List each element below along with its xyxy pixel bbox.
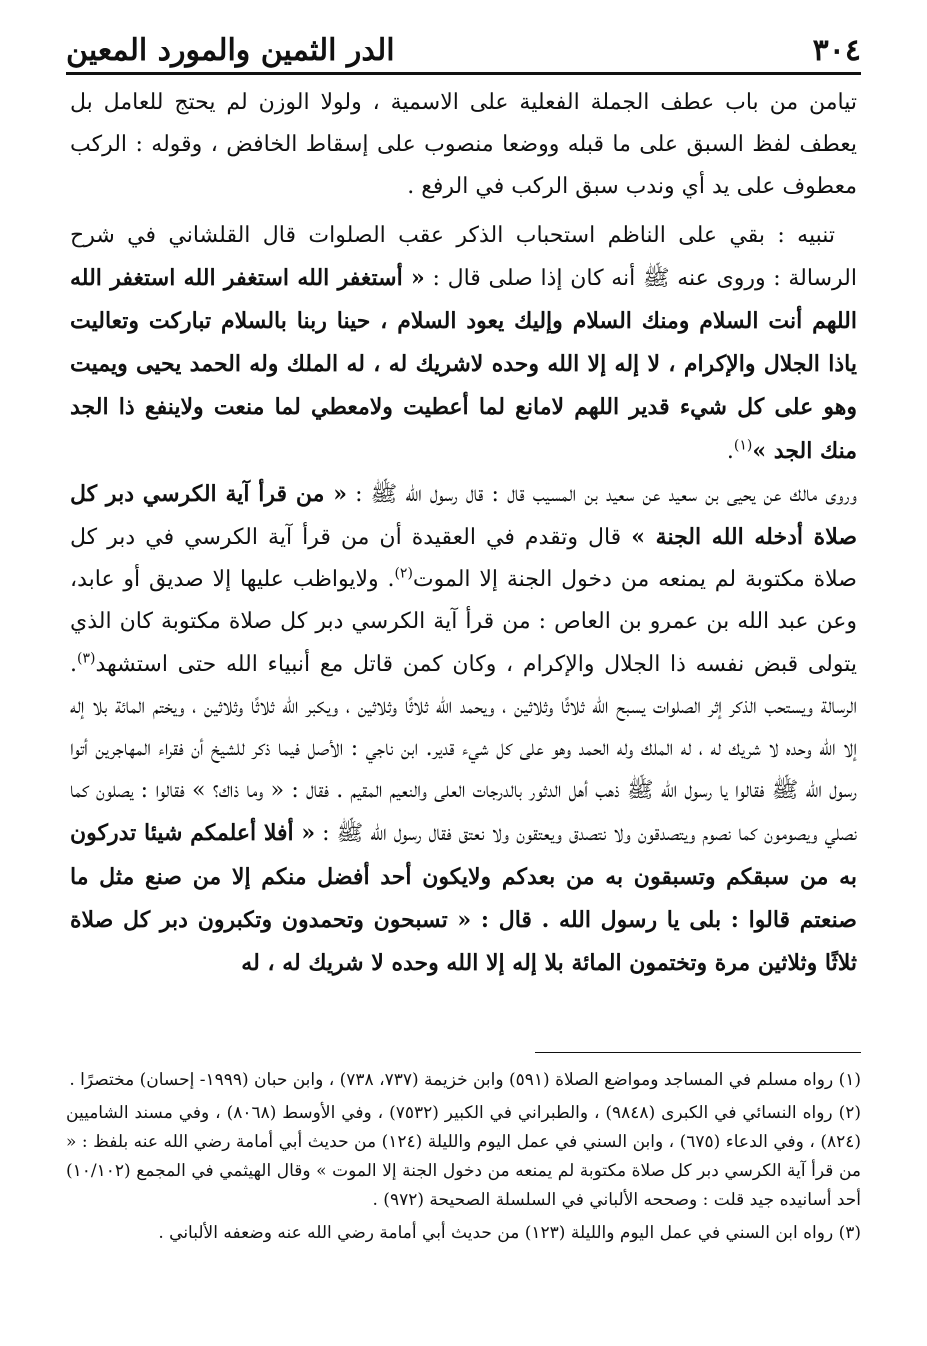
paragraph-text: تنبيه : بقي على الناظم استحباب الذكر عقب الصلوات قال القلشاني في شرح الرسالة : وروى عنه ﷺ أنه كان إذا صلى قال :: [70, 222, 857, 291]
footnote-number: (١): [838, 1070, 861, 1090]
footnote-text: رواه النسائي في الكبرى (٩٨٤٨) ، والطبراني في الكبير (٧٥٣٢) ، وفي الأوسط (٨٠٦٨) ، وفي مسند الشاميين (٨٢٤) ، وفي الدعاء (٦٧٥) ، وابن السني في عمل اليوم والليلة (١٢٤) من حديث أبي أمامة رضي الله عنه بلفظ : « من قرأ آية الكرسي دبر كل صلاة مكتوبة لم يمنعه من دخول الجنة إلا الموت » وقال الهيثمي في المجمع (١٠/١٠٢) أحد أسانيده جيد قلت : وصححه الألباني في السلسلة الصحيحة (٩٧٢) .: [66, 1103, 862, 1210]
main-text: [70, 82, 857, 985]
hadith-quote: « أستغفر الله استغفر الله استغفر الله اللهم أنت السلام ومنك السلام وإليك يعود السلام ، حينا ربنا بالسلام تباركت وتعاليت ياذا الجلال والإكرام ، لا إله إلا الله وحده لاشريك له ، له الملك وله الحمد يحيى ويميت وهو على كل شيء قدير اللهم لامانع لما أعطيت ولامعطي لما منعت ولاينفع ذا الجد منك الجد »: [70, 264, 857, 464]
footnote-2: [66, 1099, 861, 1215]
paragraph: [70, 215, 857, 473]
paragraph-text: . ولايواظب عليها إلا صديق أو عابد، وعن عبد الله بن عمرو بن العاص : من قرأ آية الكرسي دبر كل صلاة مكتوبة كان الذي يتولى قبض نفسه ذا الجلال والإكرام ، وكان كمن قاتل مع أنبياء الله حتى استشهد: [70, 567, 857, 677]
page-number: ٣٠٤: [812, 32, 861, 68]
footnote-number: (٣): [838, 1223, 861, 1243]
footnote-ref: (٢): [394, 565, 413, 582]
running-title: الدر الثمين والمورد المعين: [66, 32, 395, 68]
footnote-text: رواه ابن السني في عمل اليوم والليلة (١٢٣) من حديث أبي أمامة رضي الله عنه وضعفه الألباني .: [158, 1223, 834, 1243]
paragraph-text: تيامن من باب عطف الجملة الفعلية على الاسمية ، ولولا الوزن لم يحتج للعامل بل يعطف لفظ السبق على ما قبله ووضعا منصوب على إسقاط الخافض ، وقوله : الركب معطوف على يد أي وندب سبق الركب في الرفع .: [70, 90, 857, 200]
footnotes: [66, 1066, 861, 1252]
page-header: [66, 28, 861, 75]
footnote-ref: (٣): [77, 650, 96, 667]
footnote-1: [66, 1066, 861, 1095]
footnote-divider: [535, 1052, 861, 1053]
footnote-number: (٢): [838, 1103, 861, 1123]
footnote-text: رواه مسلم في المساجد ومواضع الصلاة (٥٩١) وابن خزيمة (٧٣٧، ٧٣٨) ، وابن حبان (١٩٩٩- إحسان) مختصرًا .: [69, 1070, 834, 1090]
hadith-quote: « أفلا أعلمكم شيئا تدركون به من سبقكم وتسبقون به من بعدكم ولايكون أحد أفضل منكم إلا من صنع مثل ما صنعتم قالوا : بلى يا رسول الله . قال : « تسبحون وتحمدون وتكبرون دبر كل صلاة ثلاثًا وثلاثين مرة وتختمون المائة بلا إله إلا الله وحده لا شريك له ، له: [70, 820, 857, 977]
paragraph-text: قال وتقدم في العقيدة أن من قرأ آية الكرسي في دبر كل صلاة مكتوبة لم يمنعه من دخول الجنة إلا الموت: [70, 525, 857, 593]
footnote-3: [66, 1219, 861, 1248]
paragraph-text: .: [726, 438, 734, 464]
hadith-quote: « من قرأ آية الكرسي دبر كل صلاة أدخله الله الجنة »: [70, 480, 858, 551]
paragraph: [70, 473, 857, 985]
footnote-ref: (١): [733, 437, 753, 454]
paragraph: [70, 82, 857, 209]
paragraph-text: وروى مالك عن يحيى بن سعيد عن سعيد بن المسيب قال : قال رسول الله ﷺ :: [346, 481, 857, 507]
paragraph-text: . الرسالة ويستحب الذكر إثر الصلوات يسبح الله ثلاثًا وثلاثين ، ويحمد الله ثلاثًا وثلاثين ، ويكبر الله ثلاثًا وثلاثين ، ويختم المائة بلا إله إلا الله وحده لا شريك له ، له الملك وله الحمد وهو على كل شيء قدير. ابن ناجي : الأصل فيما ذكر للشيخ أن فقراء المهاجرين أتوا رسول الله ﷺ فقالوا يا رسول الله ﷺ ذهب أهل الدثور بالدرجات العلى والنعيم المقيم . فقال : « وما ذاك؟ » فقالوا : يصلون كما نصلي ويصومون كما نصوم ويتصدقون ولا نتصدق ويعتقون ولا نعتق فقال رسول الله ﷺ :: [70, 651, 857, 847]
